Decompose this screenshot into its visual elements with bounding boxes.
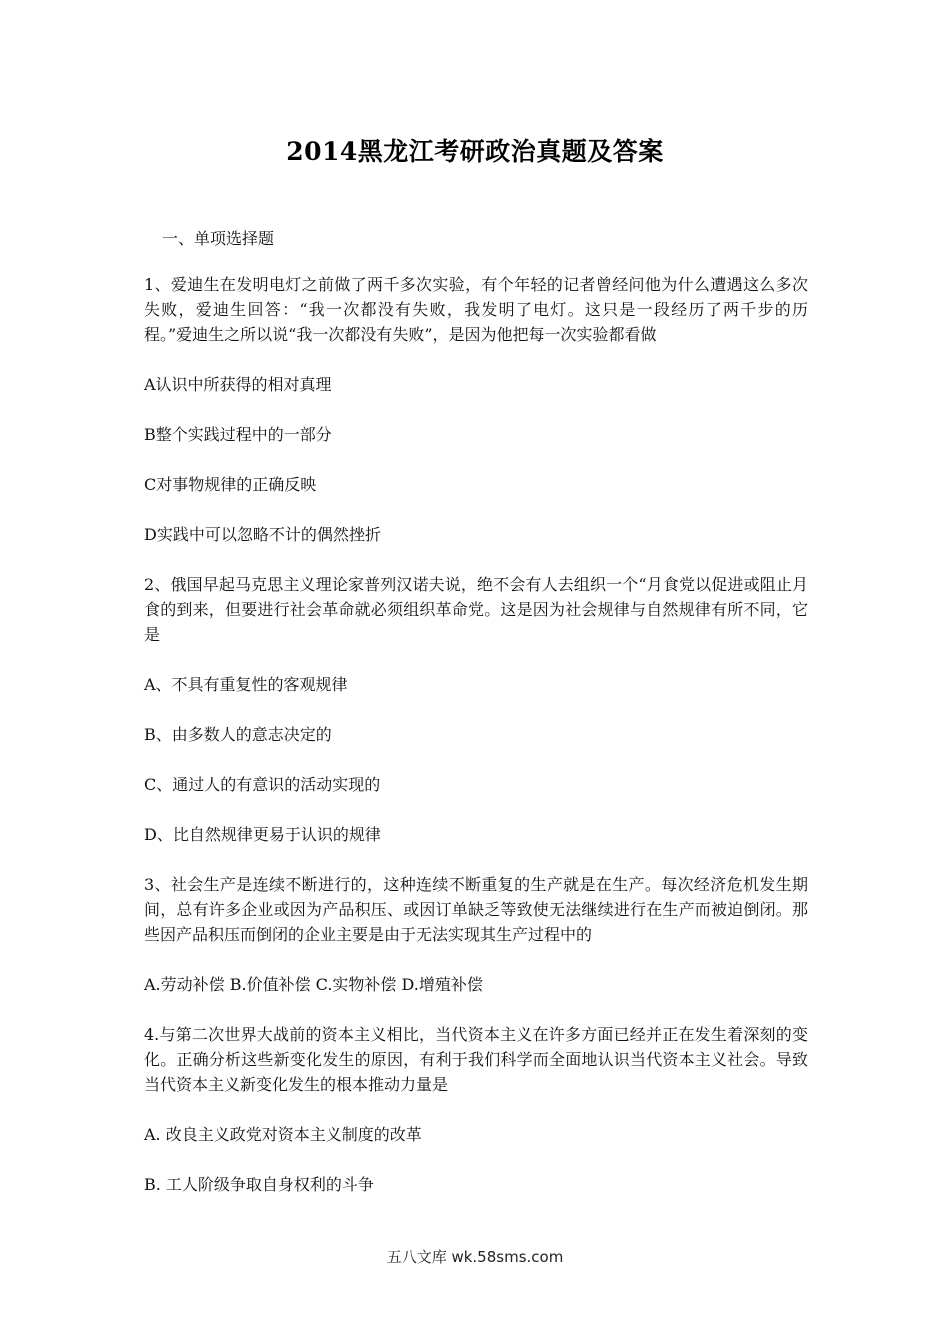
option-2a: A、不具有重复性的客观规律 xyxy=(144,675,348,694)
option-2d: D、比自然规律更易于认识的规律 xyxy=(144,825,381,844)
option-2b: B、由多数人的意志决定的 xyxy=(144,725,332,744)
option-4a: A. 改良主义政党对资本主义制度的改革 xyxy=(144,1125,422,1144)
option-1d: D实践中可以忽略不计的偶然挫折 xyxy=(144,525,381,544)
document-title: 2014黑龙江考研政治真题及答案 xyxy=(286,137,664,166)
option-2c: C、通过人的有意识的活动实现的 xyxy=(144,775,381,794)
question-4: 4.与第二次世界大战前的资本主义相比，当代资本主义在许多方面已经并正在发生着深刻的变化。正确分析这些新变化发生的原因，有利于我们科学而全面地认识当代资本主义社会。导致当代资本主义新变化发生的根本推动力量是 xyxy=(144,1025,808,1094)
option-4b: B. 工人阶级争取自身权利的斗争 xyxy=(144,1175,374,1194)
option-1b: B整个实践过程中的一部分 xyxy=(144,425,332,444)
option-1c: C对事物规律的正确反映 xyxy=(144,475,317,494)
section-heading: 一、单项选择题 xyxy=(162,229,275,248)
options-3: A.劳动补偿 B.价值补偿 C.实物补偿 D.增殖补偿 xyxy=(144,975,483,994)
option-1a: A认识中所获得的相对真理 xyxy=(144,375,332,394)
question-3: 3、社会生产是连续不断进行的，这种连续不断重复的生产就是在生产。每次经济危机发生期间，总有许多企业或因为产品积压、或因订单缺乏等致使无法继续进行在生产而被迫倒闭。那些因产品积压而倒闭的企业主要是由于无法实现其生产过程中的 xyxy=(144,875,808,944)
question-2: 2、俄国早起马克思主义理论家普列汉诺夫说，绝不会有人去组织一个“月食党以促进或阻止月食的到来，但要进行社会革命就必须组织革命党。这是因为社会规律与自然规律有所不同，它是 xyxy=(144,575,808,644)
document-body xyxy=(144,272,808,1222)
footer-watermark: 五八文库 wk.58sms.com xyxy=(386,1248,564,1266)
question-1: 1、爱迪生在发明电灯之前做了两千多次实验，有个年轻的记者曾经问他为什么遭遇这么多次失败，爱迪生回答：“我一次都没有失败，我发明了电灯。这只是一段经历了两千步的历程。”爱迪生之所以说“我一次都没有失败”，是因为他把每一次实验都看做 xyxy=(144,275,808,344)
